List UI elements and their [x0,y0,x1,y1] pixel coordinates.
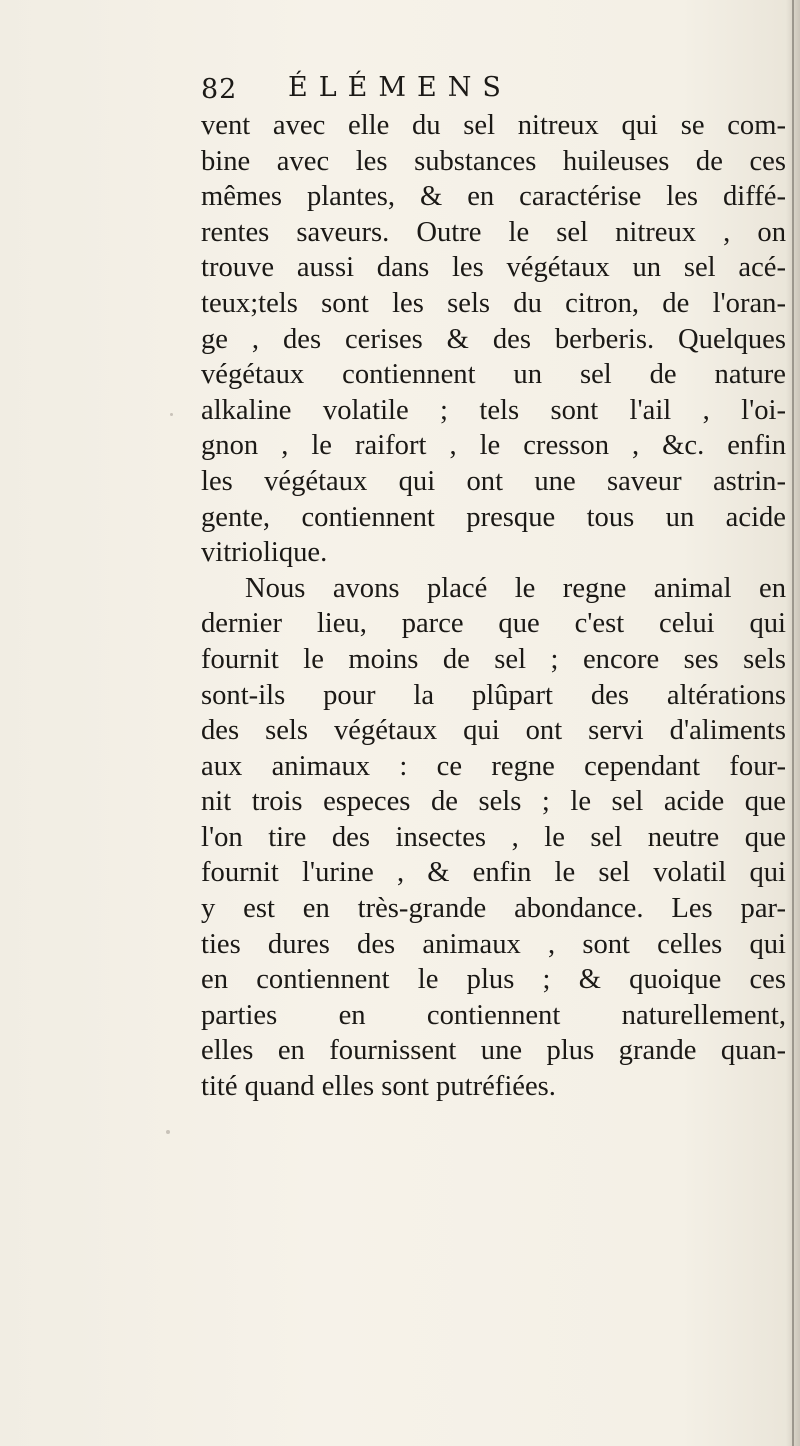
text-line: tité quand elles sont putréfiées. [201,1071,556,1103]
text-line: fournit l'urine , & enfin le sel volatil qui [201,857,786,889]
text-line: ge , des cerises & des berberis. Quelques [201,323,786,355]
text-line: les végétaux qui ont une saveur astrin- [201,465,786,497]
text-line: aux animaux : ce regne cependant four- [201,750,786,782]
text-line: dernier lieu, parce que c'est celui qui [201,608,786,640]
text-line: vitriolique. [201,537,328,569]
text-line: teux;tels sont les sels du citron, de l'oran- [201,287,786,319]
text-line: nit trois especes de sels ; le sel acide que [201,786,786,818]
text-line: fournit le moins de sel ; encore ses sels [201,643,786,675]
text-line: alkaline volatile ; tels sont l'ail , l'oi- [201,394,786,426]
text-line: gnon , le raifort , le cresson , &c. enfin [201,430,786,462]
page-edge-line [792,0,794,1446]
text-line: rentes saveurs. Outre le sel nitreux , on [201,216,786,248]
text-line: vent avec elle du sel nitreux qui se com- [201,110,786,141]
text-line: gente, contiennent presque tous un acide [201,501,786,533]
text-line: parties en contiennent naturellement, [201,999,786,1031]
page-number: 82 [201,74,238,105]
text-line: mêmes plantes, & en caractérise les diffé- [201,181,786,213]
text-line: l'on tire des insectes , le sel neutre que [201,821,786,853]
text-line: y est en très-grande abondance. Les par- [201,893,786,925]
ink-speck [166,1130,170,1134]
text-line: ties dures des animaux , sont celles qui [201,928,786,960]
text-line: trouve aussi dans les végétaux un sel acé- [201,252,786,284]
ink-speck [170,413,173,416]
text-line: Nous avons placé le regne animal en [245,572,786,604]
text-line: végétaux contiennent un sel de nature [201,359,786,391]
text-line: bine avec les substances huileuses de ces [201,145,786,177]
text-line: sont-ils pour la plûpart des altérations [201,679,786,711]
ink-speck [395,1052,397,1054]
text-line: elles en fournissent une plus grande quan- [201,1035,786,1067]
body-text [201,108,786,1105]
text-line: en contiennent le plus ; & quoique ces [201,964,786,996]
running-title: ÉLÉMENS [288,72,512,103]
page-header [201,70,641,110]
text-line: des sels végétaux qui ont servi d'aliments [201,715,786,747]
